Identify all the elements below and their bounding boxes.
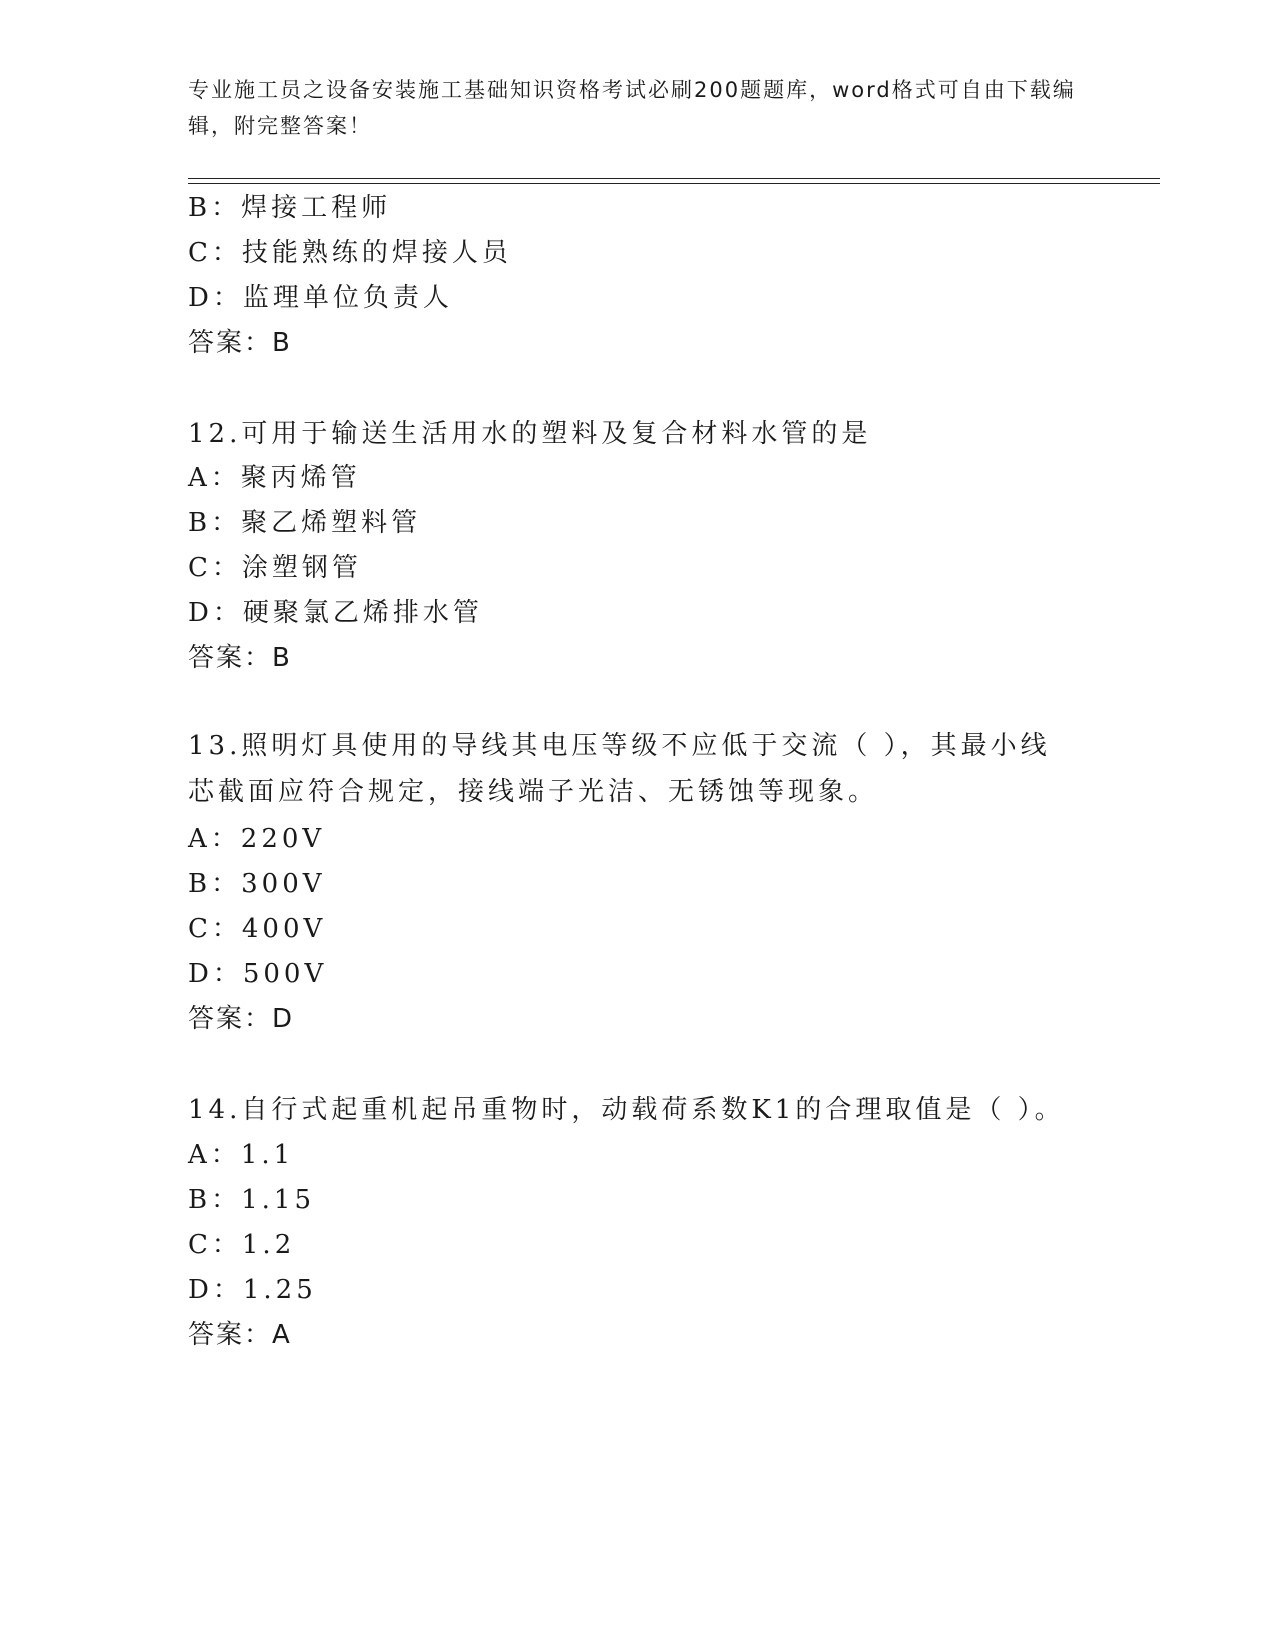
option-c: C：400V [188, 914, 327, 944]
option-b: B：焊接工程师 [188, 193, 392, 223]
answer: 答案：B [188, 643, 292, 673]
option-c: C：技能熟练的焊接人员 [188, 238, 512, 268]
option-d: D：监理单位负责人 [188, 283, 453, 313]
option-d: D：硬聚氯乙烯排水管 [188, 598, 483, 628]
option-b: B：1.15 [188, 1185, 315, 1215]
header-divider-bottom [188, 183, 1160, 184]
answer: 答案：B [188, 328, 292, 358]
option-c: C：1.2 [188, 1230, 296, 1260]
question-text: 13.照明灯具使用的导线其电压等级不应低于交流（ ），其最小线芯截面应符合规定，接线端子光洁、无锈蚀等现象。 [188, 731, 1051, 807]
option-d: D：1.25 [188, 1275, 317, 1305]
option-a: A：1.1 [188, 1140, 295, 1170]
option-b: B：聚乙烯塑料管 [188, 508, 422, 538]
question-text: 12.可用于输送生活用水的塑料及复合材料水管的是 [188, 419, 872, 449]
option-d: D：500V [188, 959, 328, 989]
answer: 答案：D [188, 1004, 295, 1034]
option-a: A：聚丙烯管 [188, 463, 361, 493]
question-text: 14.自行式起重机起吊重物时，动载荷系数K1的合理取值是（ ）。 [188, 1095, 1065, 1125]
header-divider-top [188, 178, 1160, 179]
option-b: B：300V [188, 869, 326, 899]
answer: 答案：A [188, 1320, 292, 1350]
option-c: C：涂塑钢管 [188, 553, 362, 583]
option-a: A：220V [188, 824, 326, 854]
document-header: 专业施工员之设备安装施工基础知识资格考试必刷200题题库，word格式可自由下载编辑，附完整答案！ [188, 78, 1076, 138]
